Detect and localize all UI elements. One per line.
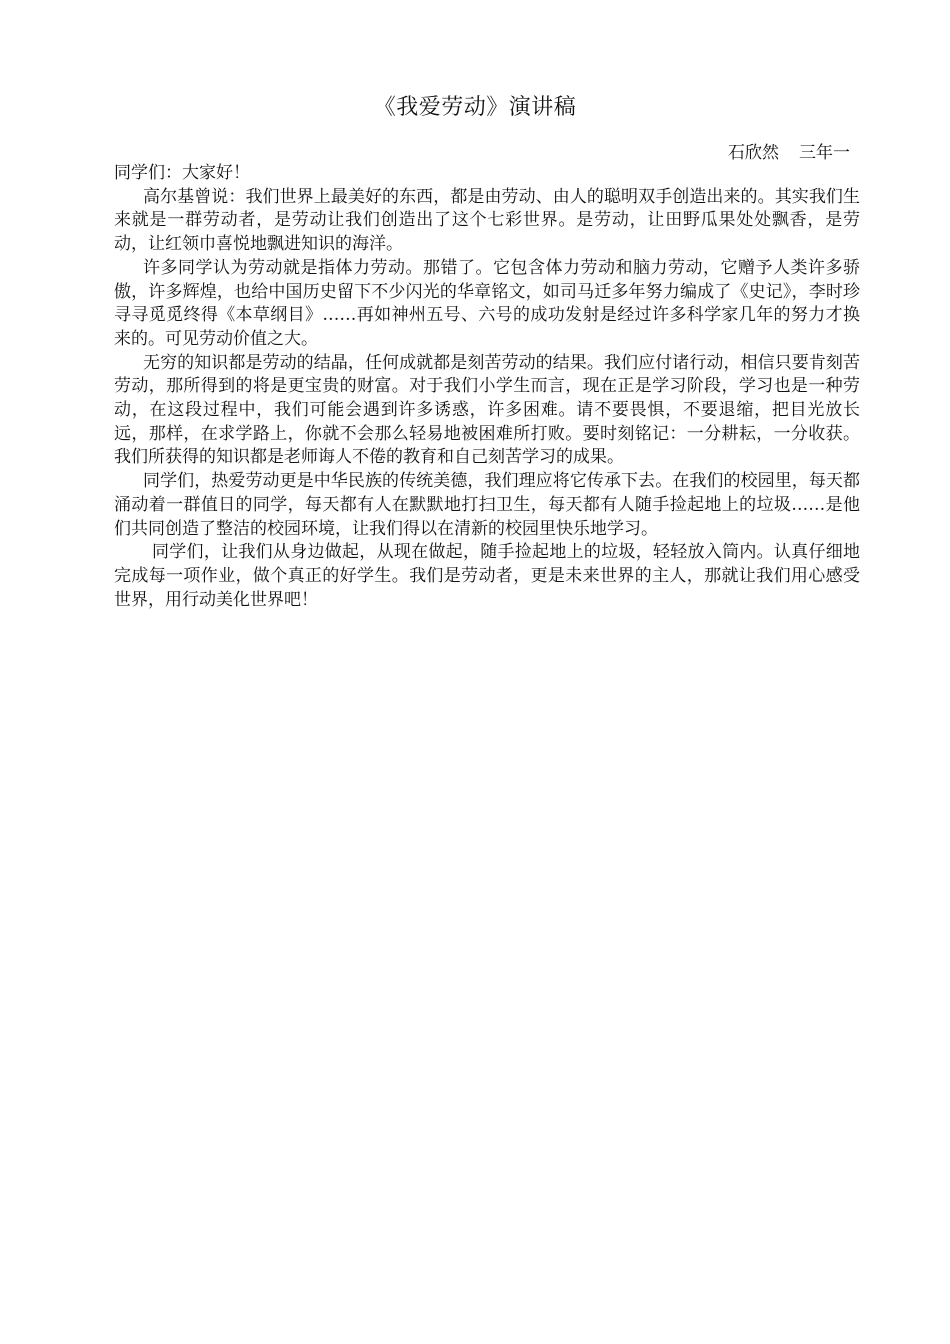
paragraph-3: 无穷的知识都是劳动的结晶，任何成就都是刻苦劳动的结果。我们应付诸行动，相信只要肯刻苦劳动，那所得到的将是更宝贵的财富。对于我们小学生而言，现在正是学习阶段，学习也是一种劳动，在这段过程中，我们可能会遇到许多诱惑，许多困难。请不要畏惧，不要退缩，把目光放长远，那样，在求学路上，你就不会那么轻易地被困难所打败。要时刻铭记：一分耕耘，一分收获。我们所获得的知识都是老师诲人不倦的教育和自己刻苦学习的成果。 — [114, 352, 860, 468]
paragraph-4: 同学们，热爱劳动更是中华民族的传统美德，我们理应将它传承下去。在我们的校园里，每天都涌动着一群值日的同学，每天都有人在默默地打扫卫生，每天都有人随手捡起地上的垃圾……是他们共同创造了整洁的校园环境，让我们得以在清新的校园里快乐地学习。 — [114, 471, 860, 539]
greeting: 同学们：大家好！ — [114, 163, 250, 183]
speech-title: 《我爱劳动》演讲稿 — [373, 95, 577, 120]
paragraph-5: 同学们，让我们从身边做起，从现在做起，随手捡起地上的垃圾，轻轻放入筒内。认真仔细地完成每一项作业，做个真正的好学生。我们是劳动者，更是未来世界的主人，那就让我们用心感受世界，用行动美化世界吧！ — [114, 542, 860, 610]
author-class: 三年一 — [799, 143, 850, 163]
author-name: 石欣然 — [728, 143, 779, 163]
speech-body — [114, 162, 860, 612]
paragraph-1: 高尔基曾说：我们世界上最美好的东西，都是由劳动、由人的聪明双手创造出来的。其实我们生来就是一群劳动者，是劳动让我们创造出了这个七彩世界。是劳动，让田野瓜果处处飘香，是劳动，让红领巾喜悦地飘进知识的海洋。 — [114, 186, 860, 255]
paragraph-2: 许多同学认为劳动就是指体力劳动。那错了。它包含体力劳动和脑力劳动，它赠予人类许多骄傲，许多辉煌，也给中国历史留下不少闪光的华章铭文，如司马迁多年努力编成了《史记》，李时珍寻寻觅觅终得《本草纲目》……再如神州五号、六号的成功发射是经过许多科学家几年的努力才换来的。可见劳动价值之大。 — [114, 257, 860, 349]
